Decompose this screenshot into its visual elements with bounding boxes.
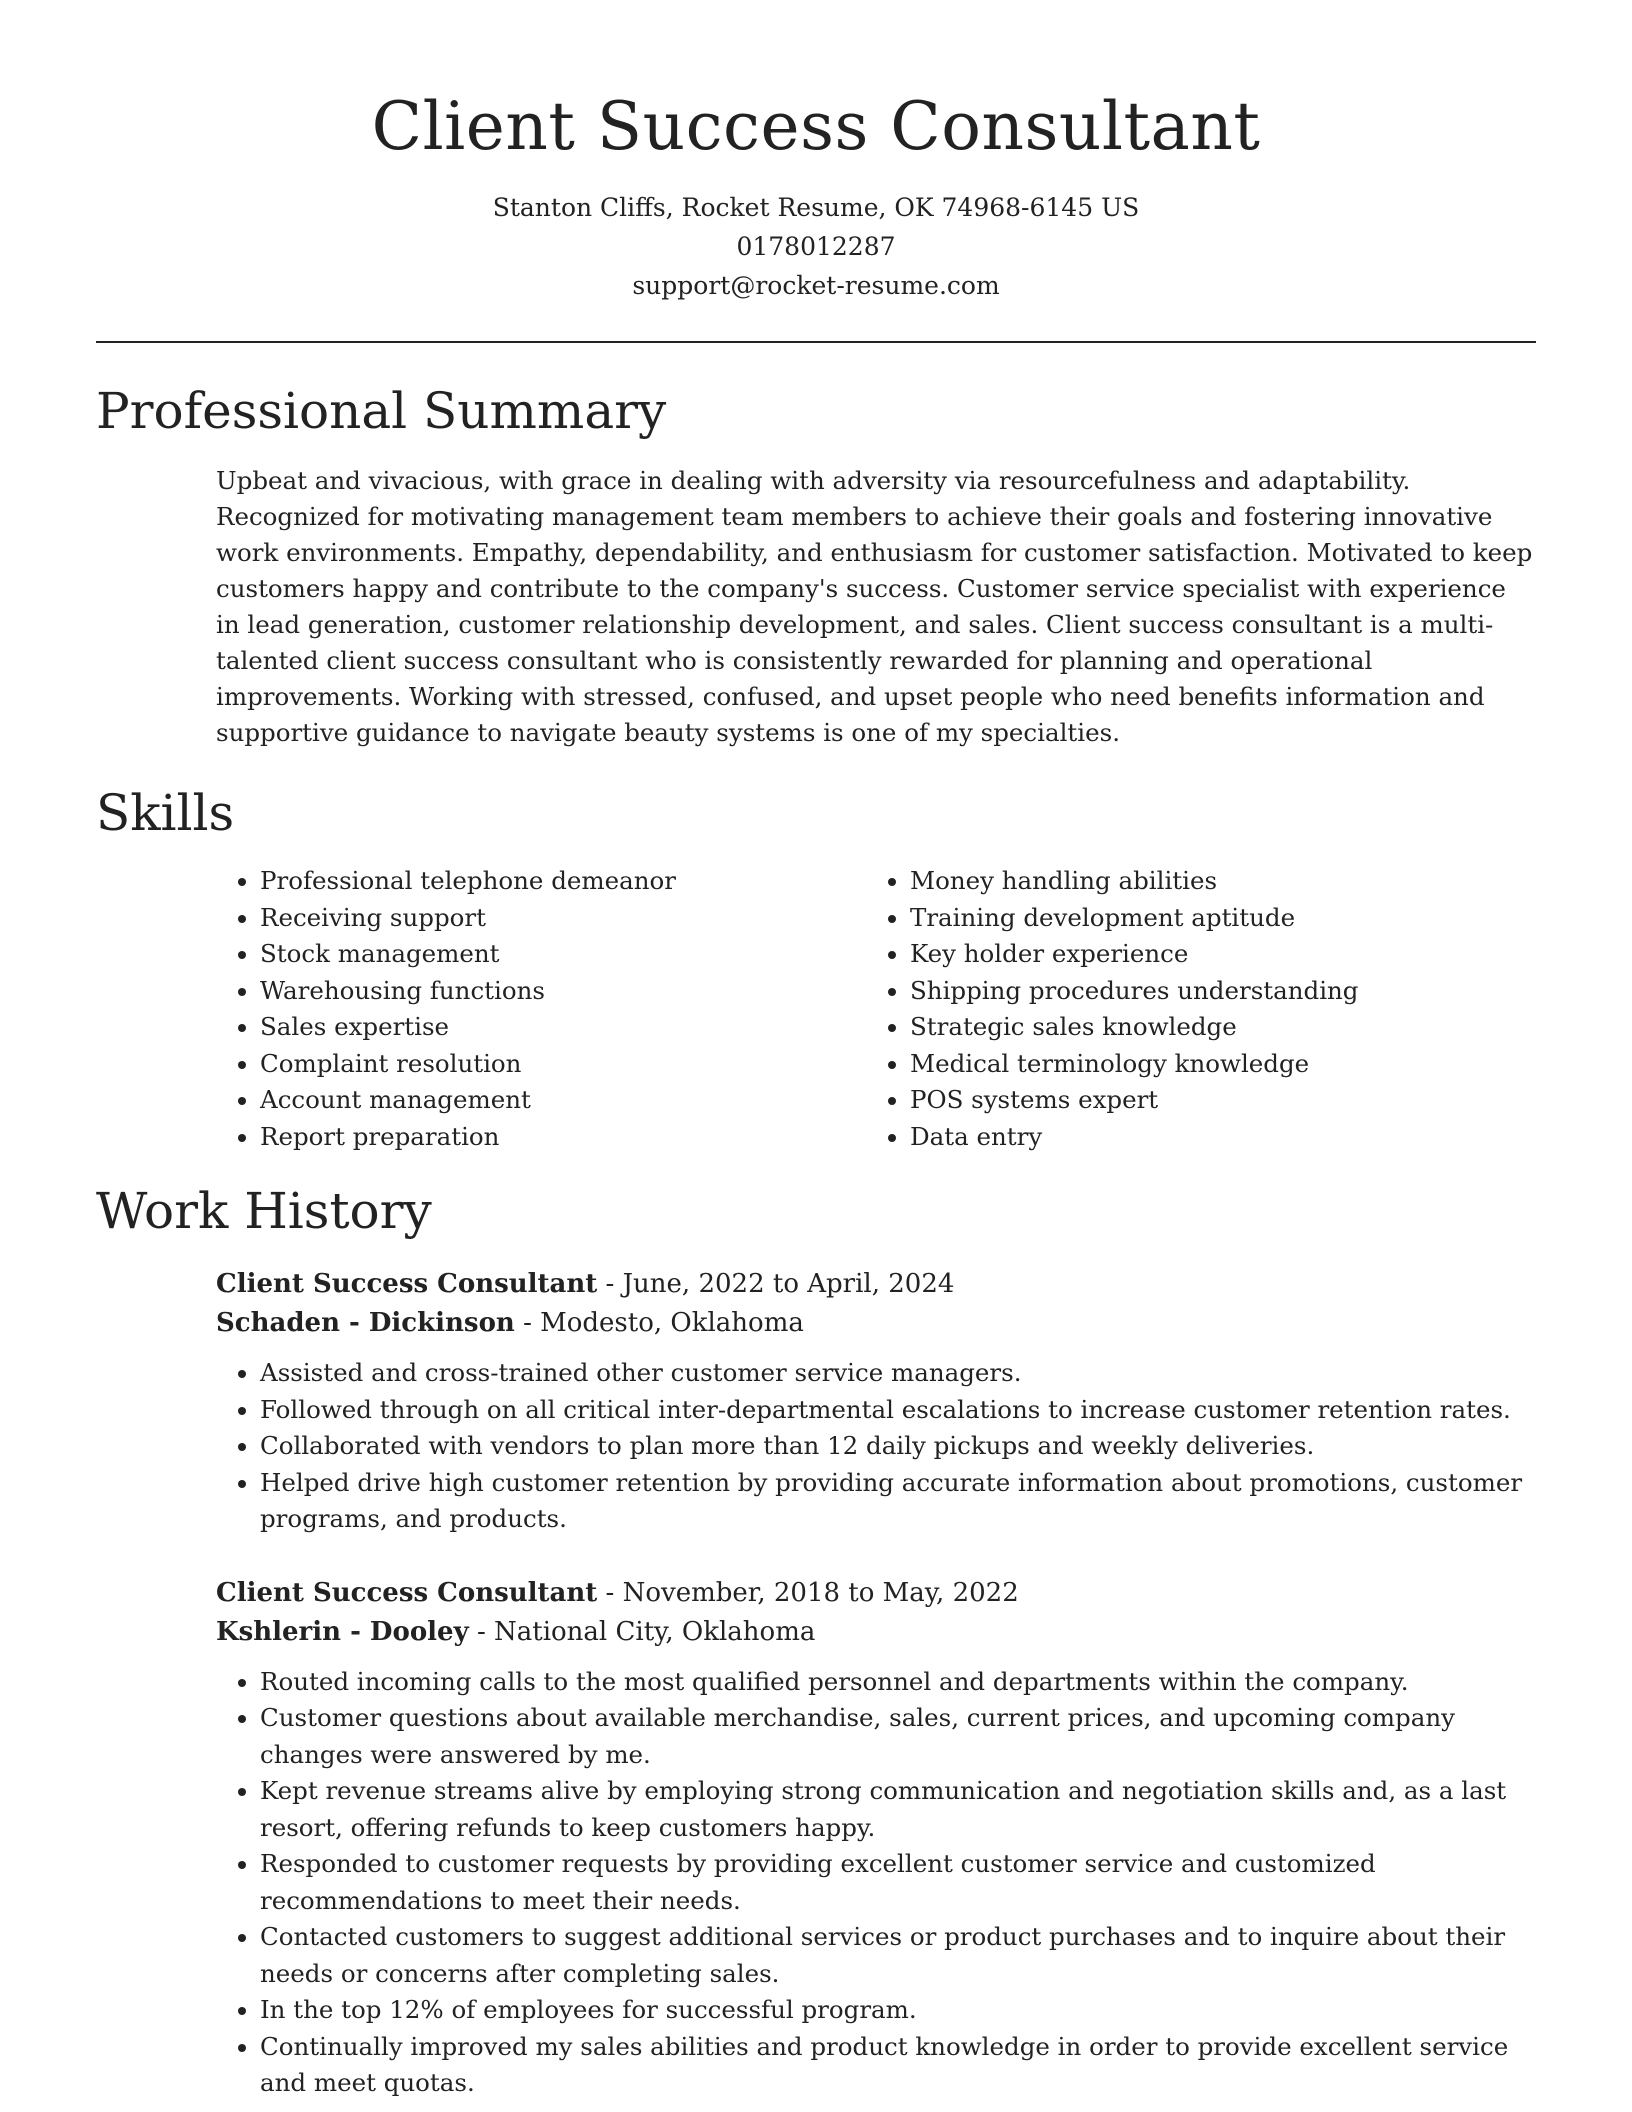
skills-grid	[216, 863, 1536, 1155]
job-title-line	[216, 1265, 1536, 1304]
job-title: Client Success Consultant	[216, 1269, 598, 1299]
work-history-section	[96, 1181, 1536, 2102]
job-bullets	[216, 1664, 1536, 2102]
job-bullet: • Kept revenue streams alive by employing strong communication and negotiation skills and, as a last resort, offering refunds to keep customers happy.	[260, 1773, 1536, 1846]
job-bullet: • Collaborated with vendors to plan more than 12 daily pickups and weekly deliveries.	[260, 1428, 1536, 1465]
job-company-line	[216, 1613, 1536, 1652]
contact-info	[96, 188, 1536, 305]
job-bullet: • Followed through on all critical inter-departmental escalations to increase customer retention rates.	[260, 1392, 1536, 1429]
job-bullet: • Helped drive high customer retention by providing accurate information about promotions, customer programs, and products.	[260, 1465, 1536, 1538]
header-divider	[96, 341, 1536, 343]
job-bullet: • Contacted customers to suggest additional services or product purchases and to inquire about their needs or concerns after completing sales.	[260, 1919, 1536, 1992]
job-bullet: • In the top 12% of employees for successful program.	[260, 1992, 1536, 2029]
skills-list-left	[216, 863, 866, 1155]
skill-item: • Money handling abilities	[910, 863, 1516, 900]
contact-email: support@rocket-resume.com	[632, 271, 1000, 300]
job-company: Kshlerin - Dooley	[216, 1616, 469, 1647]
skill-item: • Shipping procedures understanding	[910, 973, 1516, 1010]
skill-item: • Warehousing functions	[260, 973, 866, 1010]
contact-address: Stanton Cliffs, Rocket Resume, OK 74968-6145 US	[492, 193, 1140, 222]
skills-heading: Skills	[96, 784, 235, 842]
job-bullet: • Responded to customer requests by providing excellent customer service and customized recommendations to meet their needs.	[260, 1846, 1536, 1919]
skill-item: • Strategic sales knowledge	[910, 1009, 1516, 1046]
job-location: - Modesto, Oklahoma	[514, 1308, 804, 1338]
job-bullet: • Continually improved my sales abilities and product knowledge in order to provide excellent service and meet quotas.	[260, 2029, 1536, 2102]
skills-section	[96, 783, 1536, 1155]
job-bullet: • Routed incoming calls to the most qualified personnel and departments within the company.	[260, 1664, 1536, 1701]
skill-item: • Data entry	[910, 1119, 1516, 1156]
skill-item: • Account management	[260, 1082, 866, 1119]
job-bullet: • Customer questions about available merchandise, sales, current prices, and upcoming company changes were answered by me.	[260, 1700, 1536, 1773]
work-history-heading: Work History	[96, 1182, 432, 1240]
skill-item: • Key holder experience	[910, 936, 1516, 973]
job-bullet: • Assisted and cross-trained other customer service managers.	[260, 1355, 1536, 1392]
summary-text: Upbeat and vivacious, with grace in dealing with adversity via resourcefulness and adaptability. Recognized for motivating management team members to achieve their goals and fostering innovative work environments. Empathy, dependability, and enthusiasm for customer satisfaction. Motivated to keep customers happy and contribute to the company's success. Customer service specialist with experience in lead generation, customer relationship development, and sales. Client success consultant is a multi-talented client success consultant who is consistently rewarded for planning and operational improvements. Working with stressed, confused, and upset people who need benefits information and supportive guidance to navigate beauty systems is one of my specialties.	[216, 466, 1533, 747]
skill-item: • Report preparation	[260, 1119, 866, 1156]
skill-item: • POS systems expert	[910, 1082, 1516, 1119]
skill-item: • Medical terminology knowledge	[910, 1046, 1516, 1083]
job-location: - National City, Oklahoma	[468, 1616, 816, 1647]
summary-heading: Professional Summary	[96, 382, 667, 440]
contact-phone: 0178012287	[736, 232, 896, 261]
skill-item: • Sales expertise	[260, 1009, 866, 1046]
skill-item: • Professional telephone demeanor	[260, 863, 866, 900]
job-bullets	[216, 1355, 1536, 1538]
skill-item: • Receiving support	[260, 900, 866, 937]
skill-item: • Training development aptitude	[910, 900, 1516, 937]
resume-header	[96, 0, 1536, 305]
job-title: Client Success Consultant	[216, 1577, 598, 1608]
skill-item: • Complaint resolution	[260, 1046, 866, 1083]
professional-summary-section	[96, 381, 1536, 751]
skills-list-right	[866, 863, 1516, 1155]
job-title-line	[216, 1574, 1536, 1613]
job-company-line	[216, 1304, 1536, 1343]
job-entry	[216, 1265, 1536, 1538]
job-dates: - November, 2018 to May, 2022	[597, 1577, 1019, 1608]
job-company: Schaden - Dickinson	[216, 1308, 515, 1338]
job-entry	[216, 1574, 1536, 2102]
job-dates: - June, 2022 to April, 2024	[597, 1269, 955, 1299]
skill-item: • Stock management	[260, 936, 866, 973]
resume-title: Client Success Consultant	[371, 88, 1261, 165]
